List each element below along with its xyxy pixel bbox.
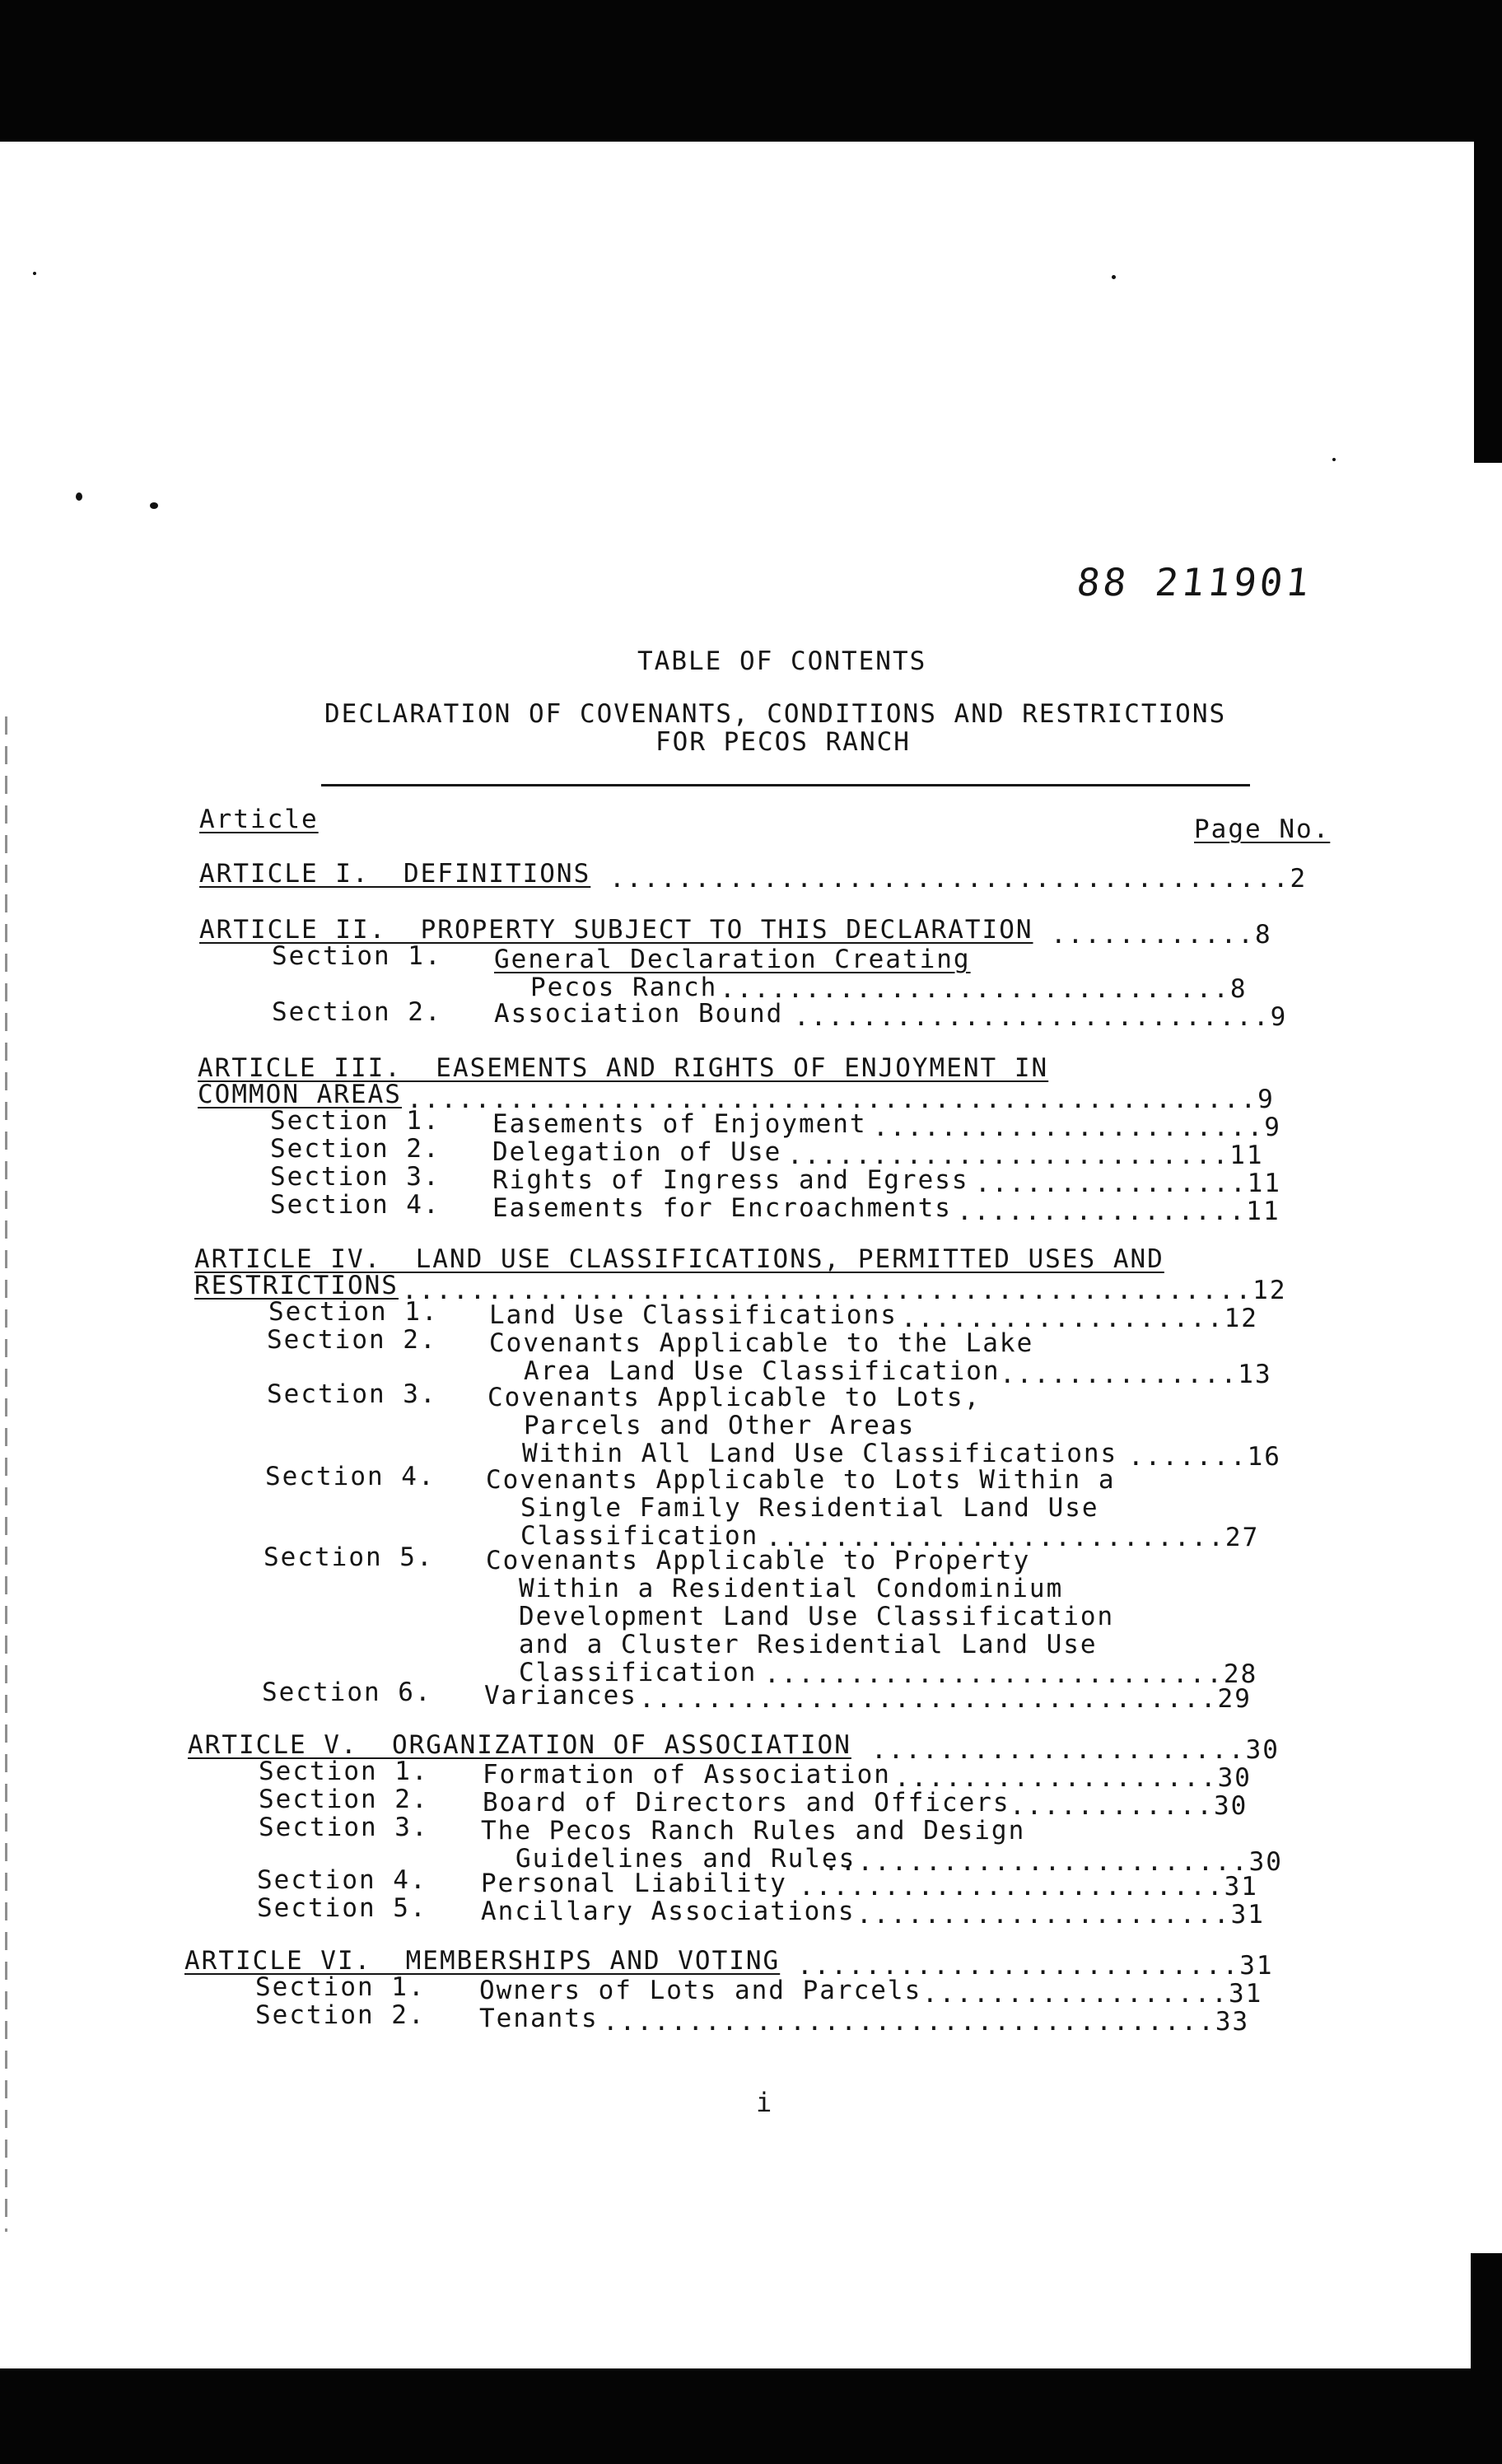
- scan-speck: [1112, 275, 1116, 279]
- toc-leader-page: .........................30: [823, 1847, 1283, 1877]
- toc-leader-page: ..................31: [922, 1979, 1263, 2009]
- toc-section-title: Easements for Encroachments: [492, 1193, 952, 1223]
- toc-leader-page: ............30: [1010, 1791, 1248, 1821]
- toc-leader-page: ..........................31: [797, 1951, 1274, 1981]
- toc-section-label: Section 2.: [259, 1785, 429, 1814]
- scan-border-right-top: [1474, 142, 1502, 463]
- scan-speck: [1332, 458, 1336, 461]
- toc-leader-page: ...................30: [894, 1763, 1252, 1793]
- toc-section-label: Section 1.: [259, 1757, 429, 1786]
- toc-section-title: Owners of Lots and Parcels: [479, 1976, 922, 2005]
- toc-subtitle-line1: DECLARATION OF COVENANTS, CONDITIONS AND RESTRICTIONS: [324, 699, 1227, 729]
- toc-subtitle-line2: FOR PECOS RANCH: [655, 727, 911, 757]
- toc-title: TABLE OF CONTENTS: [637, 646, 927, 676]
- toc-leader-page: ..................................................12: [402, 1276, 1287, 1305]
- article-column-header: Article: [199, 805, 319, 834]
- toc-section-label: Section 6.: [262, 1678, 432, 1707]
- toc-section-label: Section 1.: [268, 1297, 439, 1327]
- toc-article-2: ARTICLE II. PROPERTY SUBJECT TO THIS DECLARATION: [199, 915, 1033, 945]
- title-rule: [321, 784, 1250, 786]
- toc-section-title: General Declaration Creating: [494, 945, 971, 974]
- toc-article-4-cont: RESTRICTIONS: [194, 1271, 399, 1300]
- toc-leader-page: ..............................8: [720, 974, 1248, 1004]
- toc-section-label: Section 3.: [270, 1162, 441, 1192]
- toc-leader-page: .................11: [957, 1197, 1280, 1226]
- toc-leader-page: ..........................11: [787, 1141, 1264, 1170]
- toc-section-title: Covenants Applicable to Lots Within a: [486, 1465, 1116, 1495]
- toc-section-title: Covenants Applicable to Property: [486, 1546, 1031, 1575]
- toc-section-title: Classification: [520, 1521, 759, 1551]
- toc-section-label: Section 1.: [272, 941, 442, 971]
- toc-section-title: Personal Liability: [481, 1869, 787, 1898]
- toc-section-title: Association Bound: [494, 999, 784, 1029]
- toc-section-title: Single Family Residential Land Use: [520, 1493, 1099, 1523]
- toc-leader-page: .......................9: [873, 1113, 1281, 1142]
- toc-leader-page: .......16: [1128, 1442, 1281, 1472]
- scan-border-top: [0, 0, 1502, 142]
- toc-leader-page: ................11: [975, 1169, 1281, 1198]
- toc-section-title: Easements of Enjoyment: [492, 1109, 867, 1139]
- toc-leader-page: ............8: [1051, 920, 1272, 950]
- toc-section-label: Section 5.: [257, 1893, 427, 1923]
- toc-section-title: Classification: [519, 1658, 758, 1687]
- scan-edge-artifact: [5, 716, 7, 2232]
- toc-section-title: Delegation of Use: [492, 1137, 782, 1167]
- toc-section-title: Guidelines and Rules: [515, 1844, 856, 1874]
- toc-leader-page: ..............13: [1000, 1360, 1272, 1389]
- toc-leader-page: .........................31: [799, 1872, 1258, 1902]
- toc-article-1: ARTICLE I. DEFINITIONS: [199, 859, 591, 889]
- toc-leader-page: ..................................................9: [407, 1085, 1275, 1114]
- scan-speck: [76, 492, 82, 501]
- toc-section-title: Land Use Classifications: [489, 1300, 898, 1330]
- toc-leader-page: ...................12: [901, 1304, 1258, 1333]
- toc-section-label: Section 2.: [267, 1325, 437, 1355]
- toc-section-title: Parcels and Other Areas: [524, 1411, 916, 1440]
- toc-section-title: Area Land Use Classification: [524, 1356, 1001, 1386]
- toc-section-title: The Pecos Ranch Rules and Design: [481, 1816, 1026, 1846]
- toc-section-title: Covenants Applicable to the Lake: [489, 1328, 1034, 1358]
- scan-speck: [33, 272, 36, 275]
- toc-section-title: Tenants: [479, 2004, 599, 2033]
- toc-section-label: Section 1.: [255, 1972, 426, 2002]
- toc-section-title: Within All Land Use Classifications: [522, 1439, 1118, 1468]
- toc-section-label: Section 2.: [255, 2000, 426, 2030]
- toc-section-label: Section 5.: [264, 1542, 434, 1572]
- toc-section-label: Section 4.: [257, 1865, 427, 1895]
- toc-section-title: Formation of Association: [483, 1760, 891, 1790]
- toc-section-title: and a Cluster Residential Land Use: [519, 1630, 1098, 1659]
- toc-leader-page: ..................................29: [639, 1684, 1252, 1714]
- toc-section-title: Variances: [484, 1681, 637, 1710]
- scan-border-bottom: [0, 2368, 1502, 2464]
- scan-speck: [150, 502, 158, 509]
- toc-article-6: ARTICLE VI. MEMBERSHIPS AND VOTING: [184, 1946, 781, 1976]
- toc-leader-page: ............................9: [794, 1002, 1288, 1032]
- toc-section-label: Section 3.: [267, 1379, 437, 1409]
- toc-leader-page: ........................................2: [609, 864, 1308, 894]
- page-number: i: [756, 2087, 772, 2118]
- toc-article-4: ARTICLE IV. LAND USE CLASSIFICATIONS, PERMITTED USES AND: [194, 1244, 1164, 1274]
- toc-section-title: Development Land Use Classification: [519, 1602, 1115, 1631]
- toc-section-label: Section 1.: [270, 1106, 441, 1136]
- toc-section-label: Section 2.: [270, 1134, 441, 1164]
- toc-section-label: Section 4.: [270, 1190, 441, 1220]
- toc-article-3-cont: COMMON AREAS: [198, 1080, 402, 1109]
- toc-section-title: Covenants Applicable to Lots,: [487, 1383, 982, 1412]
- toc-leader-page: ......................30: [871, 1735, 1280, 1765]
- toc-leader-page: ....................................33: [603, 2007, 1250, 2037]
- toc-article-5: ARTICLE V. ORGANIZATION OF ASSOCIATION: [188, 1730, 851, 1760]
- toc-leader-page: ......................31: [856, 1900, 1265, 1930]
- toc-section-title: Within a Residential Condominium: [519, 1574, 1064, 1603]
- page-column-header: Page No.: [1194, 814, 1331, 844]
- toc-section-title: Pecos Ranch: [530, 973, 718, 1002]
- toc-section-label: Section 2.: [272, 997, 442, 1027]
- document-number: 88 211901: [1075, 560, 1315, 604]
- scan-border-right-bottom: [1471, 2253, 1502, 2368]
- toc-section-title: Board of Directors and Officers: [483, 1788, 1010, 1818]
- toc-section-label: Section 4.: [265, 1462, 436, 1491]
- toc-section-title: Rights of Ingress and Egress: [492, 1165, 969, 1195]
- toc-section-title: Ancillary Associations: [481, 1897, 856, 1926]
- toc-leader-page: ...........................28: [764, 1659, 1258, 1689]
- toc-leader-page: ...........................27: [766, 1523, 1260, 1552]
- toc-section-label: Section 3.: [259, 1813, 429, 1842]
- toc-article-3: ARTICLE III. EASEMENTS AND RIGHTS OF ENJOYMENT IN: [198, 1053, 1049, 1083]
